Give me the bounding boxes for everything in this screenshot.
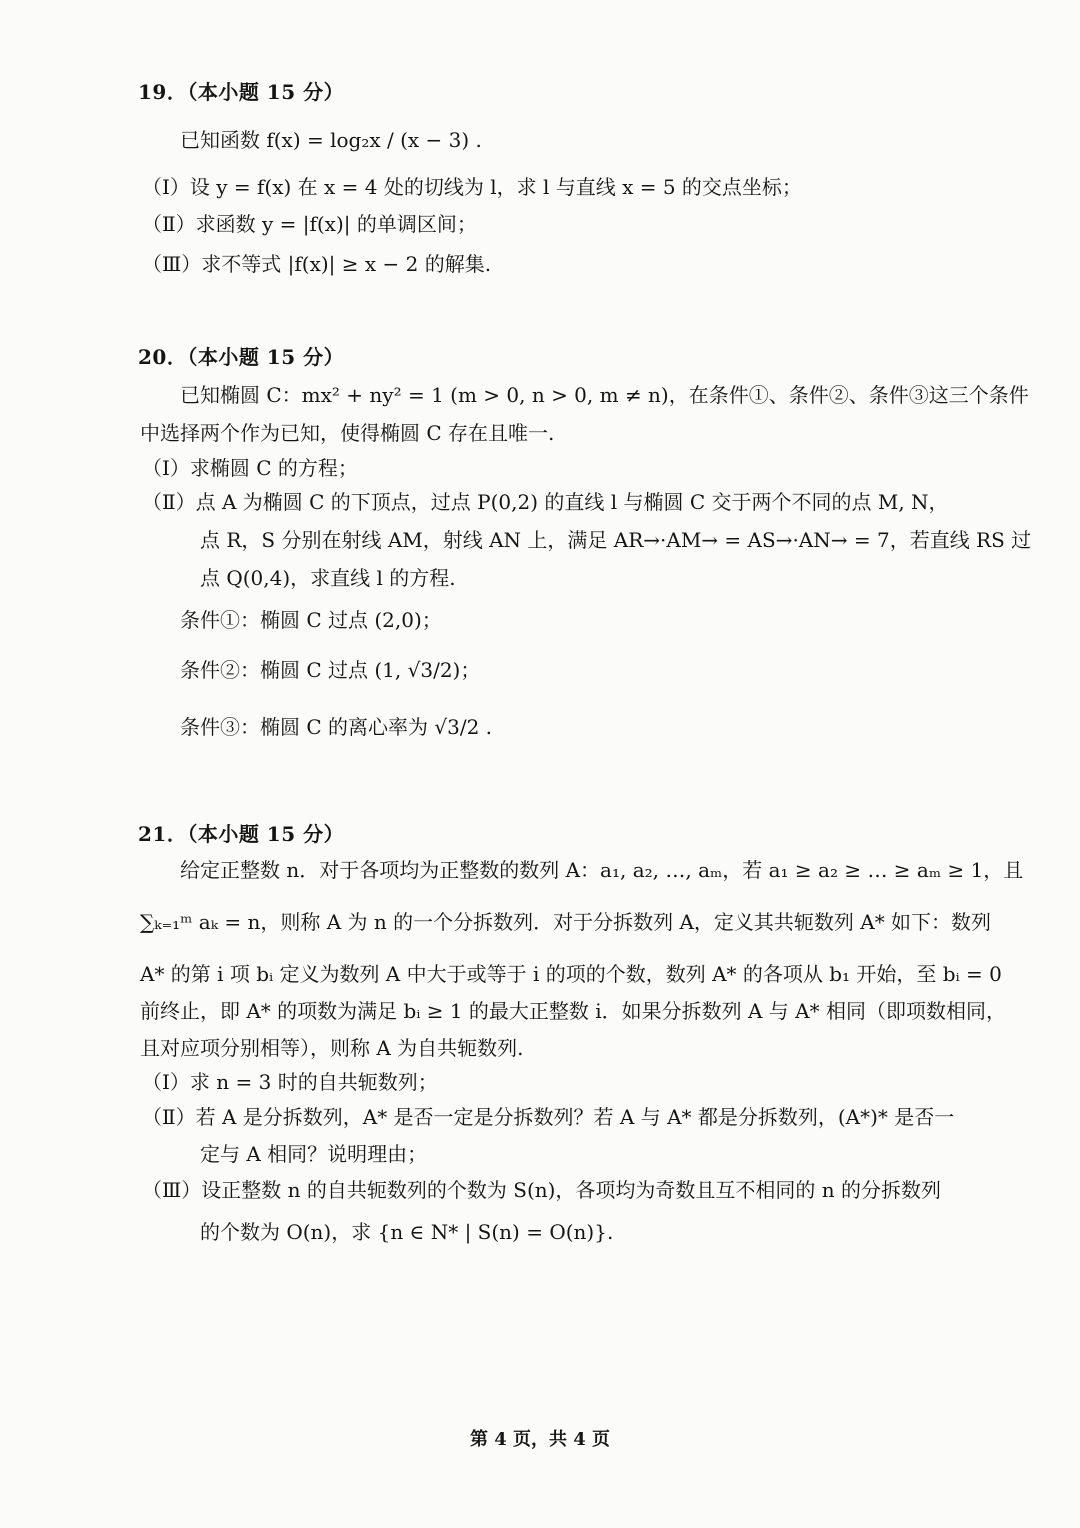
q20-condition-3: 条件③：椭圆 C 的离心率为 √3/2 . bbox=[180, 715, 493, 739]
q21-stem-line-4: 前终止，即 A* 的项数为满足 bᵢ ≥ 1 的最大正整数 i．如果分拆数列 A 与 A* 相同（即项数相同， bbox=[140, 999, 1006, 1023]
q20-header: 20．（本小题 15 分） bbox=[138, 345, 345, 369]
page-footer: 第 4 页，共 4 页 bbox=[469, 1429, 611, 1450]
q19-part-3: （Ⅲ）求不等式 |f(x)| ≥ x − 2 的解集. bbox=[142, 252, 492, 276]
q19-part-2: （Ⅱ）求函数 y = |f(x)| 的单调区间； bbox=[142, 212, 477, 236]
q19-stem: 已知函数 f(x) = log₂x / (x − 3) . bbox=[180, 128, 482, 152]
q21-stem-line-3: A* 的第 i 项 bᵢ 定义为数列 A 中大于或等于 i 的项的个数，数列 A* 的各项从 b₁ 开始，至 bᵢ = 0 bbox=[140, 962, 1002, 986]
q21-stem-line-2: ∑ₖ₌₁ᵐ aₖ = n，则称 A 为 n 的一个分拆数列．对于分拆数列 A，定义其共轭数列 A* 如下：数列 bbox=[140, 910, 992, 934]
q19-part-1: （Ⅰ）设 y = f(x) 在 x = 4 处的切线为 l，求 l 与直线 x = 5 的交点坐标； bbox=[142, 175, 802, 199]
q19-header: 19．（本小题 15 分） bbox=[138, 80, 345, 104]
q20-condition-2: 条件②：椭圆 C 过点 (1, √3/2)； bbox=[180, 658, 481, 682]
q21-part-3-line-2: 的个数为 O(n)，求 {n ∈ N* | S(n) = O(n)}. bbox=[200, 1220, 614, 1244]
q20-stem-line-2: 中选择两个作为已知，使得椭圆 C 存在且唯一. bbox=[140, 421, 555, 445]
q20-part-2-line-3: 点 Q(0,4)，求直线 l 的方程. bbox=[200, 566, 456, 590]
q21-part-2-line-2: 定与 A 相同？说明理由； bbox=[200, 1142, 428, 1166]
q20-part-1: （Ⅰ）求椭圆 C 的方程； bbox=[142, 456, 358, 480]
q21-part-1: （Ⅰ）求 n = 3 时的自共轭数列； bbox=[142, 1070, 438, 1094]
q21-stem-line-1: 给定正整数 n．对于各项均为正整数的数列 A：a₁, a₂, …, aₘ，若 a₁ ≥ a₂ ≥ … ≥ aₘ ≥ 1，且 bbox=[180, 858, 1024, 882]
q20-condition-1: 条件①：椭圆 C 过点 (2,0)； bbox=[180, 608, 442, 632]
q20-part-2-line-1: （Ⅱ）点 A 为椭圆 C 的下顶点，过点 P(0,2) 的直线 l 与椭圆 C 交于两个不同的点 M, N， bbox=[142, 490, 949, 514]
q21-part-3-line-1: （Ⅲ）设正整数 n 的自共轭数列的个数为 S(n)，各项均为奇数且互不相同的 n 的分拆数列 bbox=[142, 1178, 942, 1202]
q21-header: 21．（本小题 15 分） bbox=[138, 822, 345, 846]
q20-part-2-line-2: 点 R，S 分别在射线 AM，射线 AN 上，满足 AR→·AM→ = AS→·AN→ = 7，若直线 RS 过 bbox=[200, 528, 1032, 552]
q21-part-2-line-1: （Ⅱ）若 A 是分拆数列，A* 是否一定是分拆数列？若 A 与 A* 都是分拆数列，(A*)* 是否一 bbox=[142, 1105, 955, 1129]
q20-stem-line-1: 已知椭圆 C：mx² + ny² = 1 (m > 0, n > 0, m ≠ n)，在条件①、条件②、条件③这三个条件 bbox=[180, 383, 1029, 407]
q21-stem-line-5: 且对应项分别相等），则称 A 为自共轭数列. bbox=[140, 1036, 524, 1060]
